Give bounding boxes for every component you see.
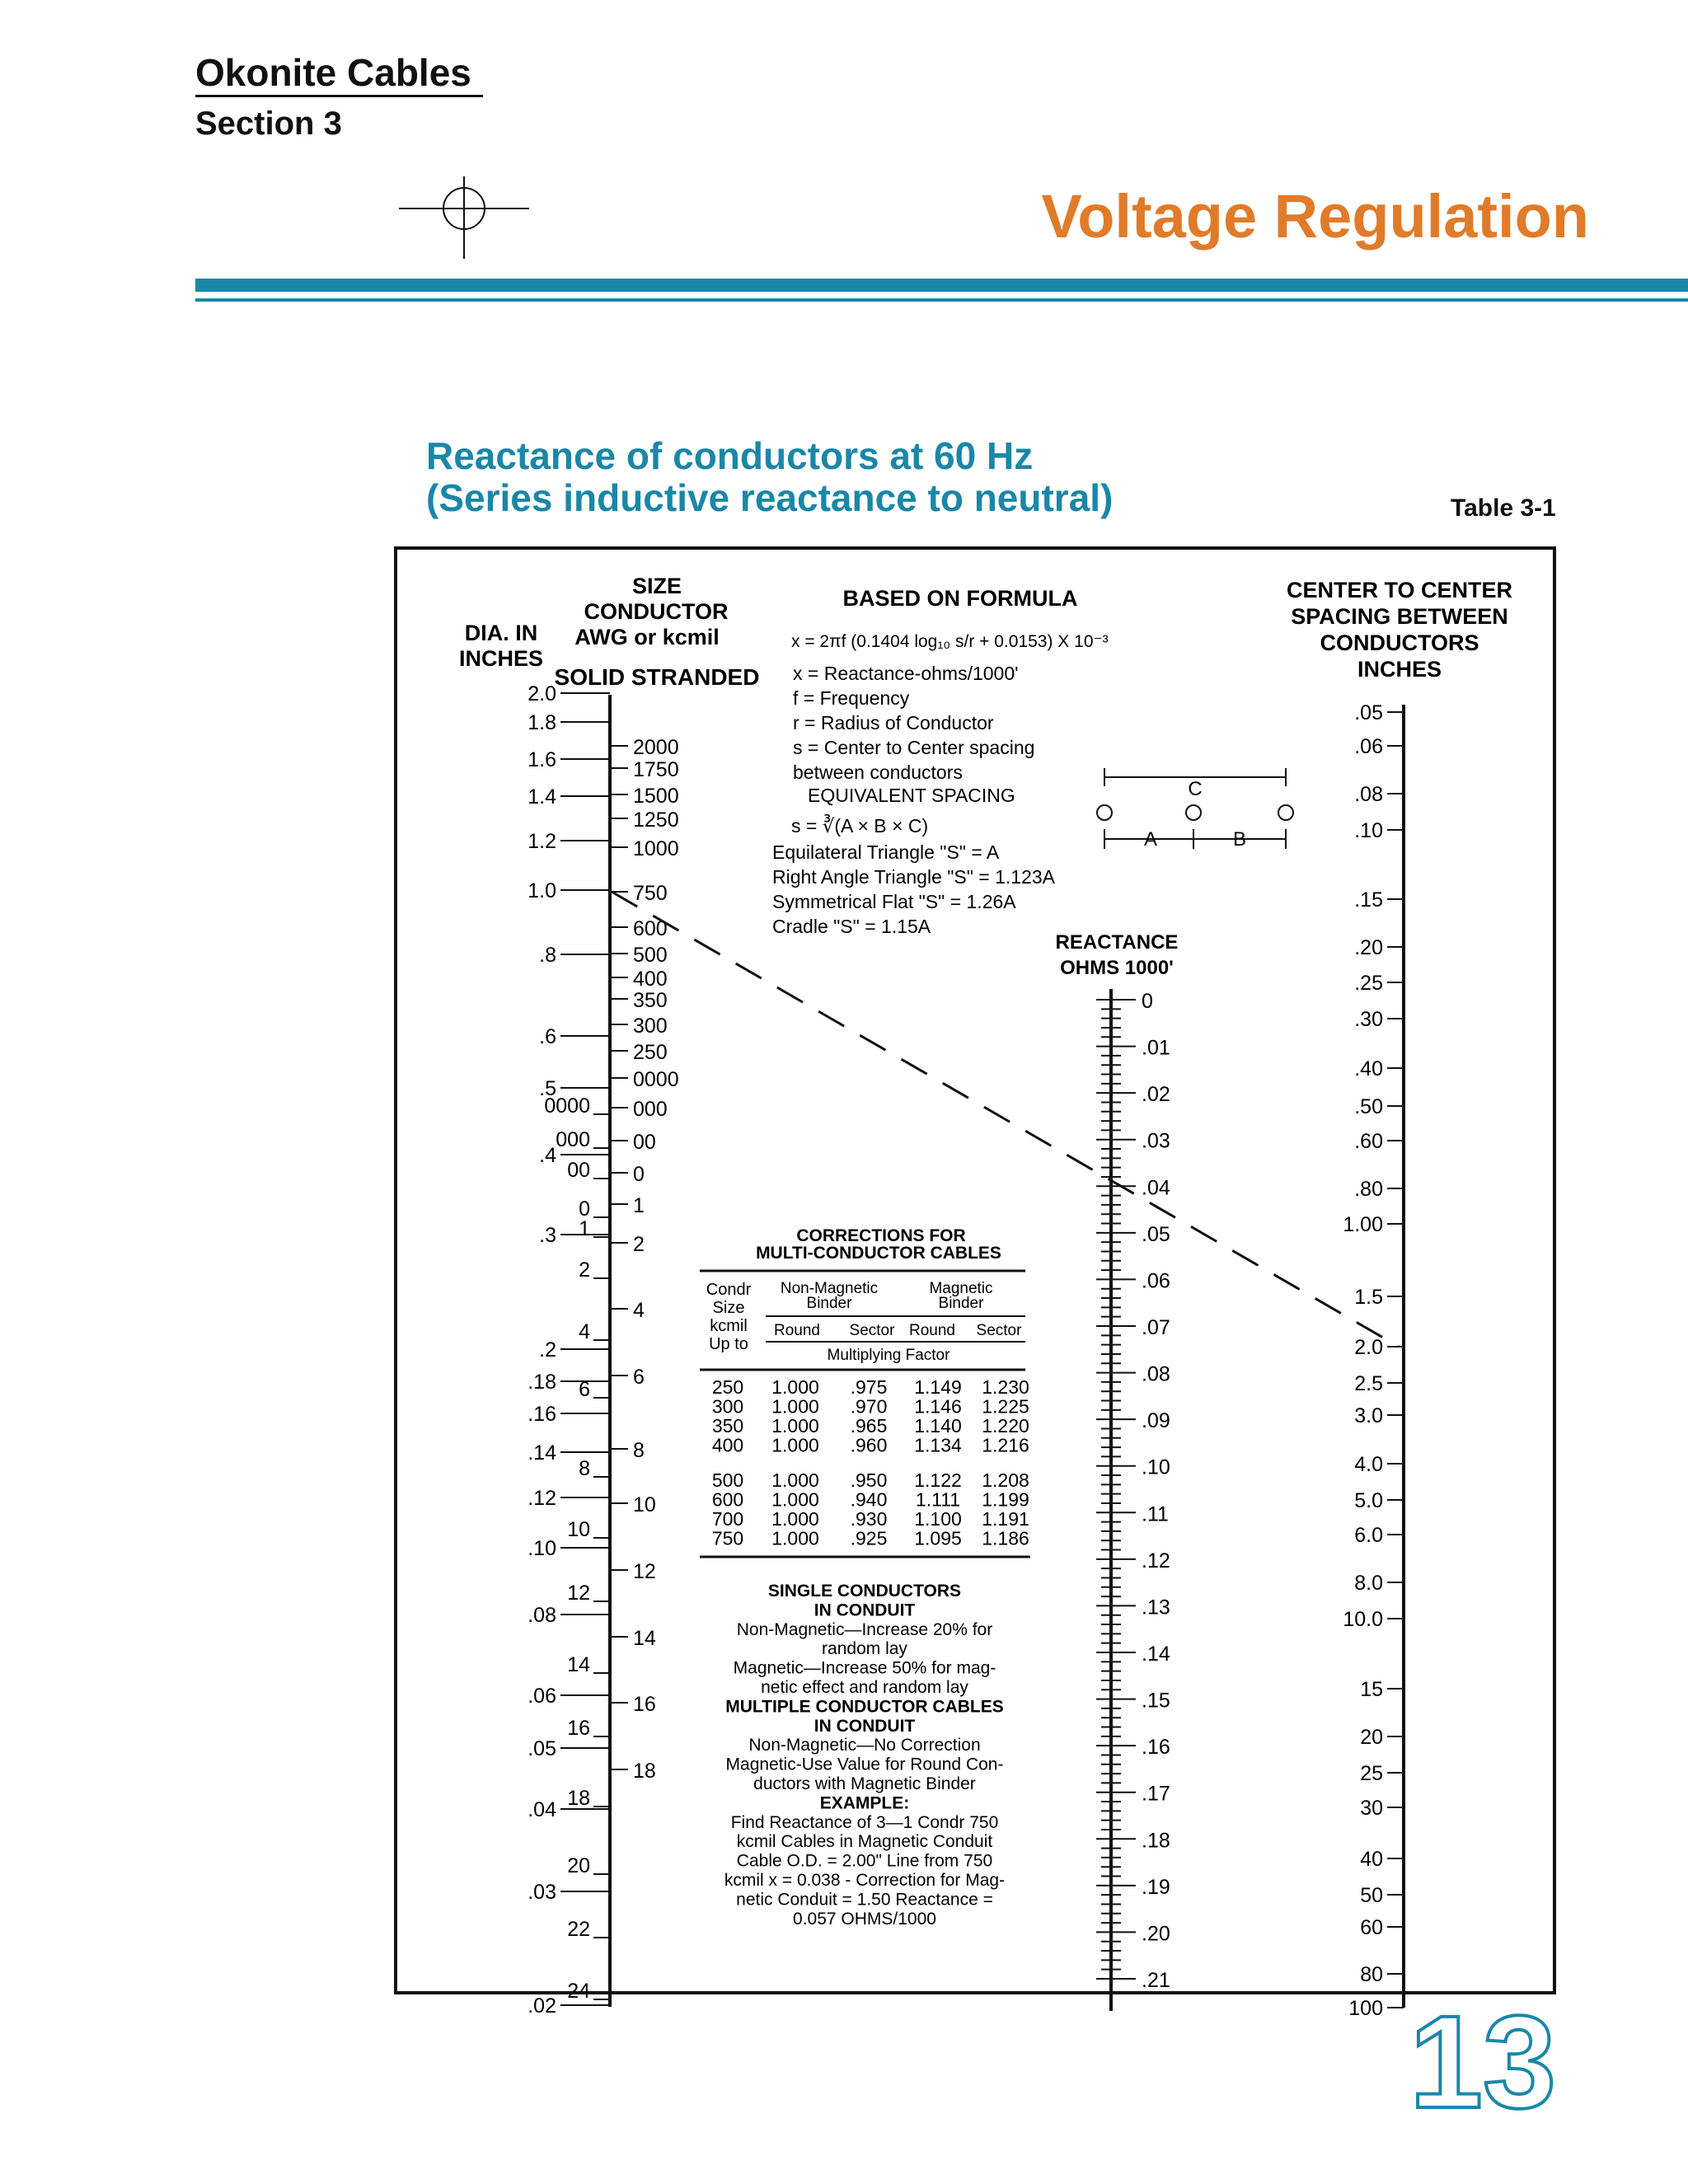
table-cell: .950	[850, 1469, 888, 1491]
diameter-tick-label: .12	[528, 1487, 556, 1510]
stranded-size-label: 0	[633, 1163, 645, 1186]
spacing-tick-label: .20	[1354, 936, 1383, 959]
spacing-header-line: CENTER TO CENTER	[1286, 578, 1513, 602]
diameter-tick-label: .02	[528, 1994, 556, 2018]
spacing-tick-label: .25	[1354, 972, 1383, 995]
diameter-tick-label: .06	[528, 1685, 556, 1708]
formula-definition: f = Frequency	[793, 687, 910, 709]
formula-definition: s = Center to Center spacing	[793, 737, 1035, 758]
table-cell: 1.000	[771, 1508, 819, 1530]
conduit-note-line: IN CONDUIT	[814, 1716, 916, 1736]
solid-size-label: 6	[579, 1378, 590, 1401]
formula-definition: r = Radius of Conductor	[793, 712, 994, 733]
stranded-size-label: 10	[633, 1493, 656, 1516]
spacing-tick-label: .08	[1354, 783, 1383, 806]
stranded-size-label: 14	[633, 1627, 656, 1650]
reactance-tick-label: .05	[1142, 1222, 1170, 1246]
stranded-size-label: 4	[633, 1299, 645, 1322]
spacing-tick-label: .10	[1354, 819, 1383, 842]
solid-size-label: 0	[579, 1197, 590, 1221]
table-cell: 750	[711, 1527, 744, 1549]
reactance-tick-label: .06	[1142, 1269, 1170, 1293]
crosshair-mark	[396, 175, 532, 262]
table-col-header: Up to	[709, 1335, 748, 1353]
conduit-note-line: IN CONDUIT	[814, 1601, 916, 1620]
table-cell: 350	[711, 1415, 744, 1436]
reactance-tick-label: .10	[1142, 1455, 1170, 1479]
table-cell: 1.122	[914, 1469, 962, 1491]
stranded-size-label: 1000	[633, 837, 679, 860]
stranded-size-label: 2	[633, 1233, 645, 1256]
table-cell: .925	[850, 1527, 888, 1549]
spacing-tick-label: 2.0	[1354, 1336, 1383, 1359]
table-cell: 1.149	[914, 1376, 962, 1398]
table-cell: 600	[711, 1488, 744, 1511]
formula-definition: x = Reactance-ohms/1000'	[793, 663, 1019, 684]
reactance-tick-label: .03	[1142, 1129, 1170, 1153]
spacing-tick-label: 1.5	[1354, 1286, 1383, 1309]
stranded-size-label: 8	[633, 1439, 645, 1462]
spacing-label-b: B	[1232, 828, 1247, 851]
table-cell: 1.100	[914, 1508, 962, 1530]
stranded-size-label: 1250	[633, 808, 679, 832]
spacing-tick-label: 15	[1360, 1678, 1383, 1701]
table-cell: 1.095	[914, 1527, 962, 1549]
conduit-note-line: SINGLE CONDUCTORS	[767, 1582, 962, 1601]
equivalent-spacing-heading: EQUIVALENT SPACING	[808, 785, 1015, 806]
diameter-tick-label: .6	[539, 1025, 556, 1048]
table-cell: 1.191	[982, 1508, 1029, 1530]
conductor-circle	[1097, 805, 1112, 820]
table-cell: .960	[850, 1434, 888, 1456]
stranded-size-label: 300	[633, 1015, 668, 1038]
spacing-tick-label: 5.0	[1354, 1489, 1383, 1512]
spacing-tick-label: 6.0	[1354, 1524, 1383, 1547]
stranded-size-label: 12	[633, 1560, 656, 1583]
table-cell: 1.146	[914, 1395, 962, 1418]
table-cell: 1.000	[771, 1469, 819, 1491]
reactance-nomogram	[394, 546, 1556, 2020]
reactance-tick-label: .16	[1142, 1736, 1170, 1760]
corrections-heading: CORRECTIONS FOR	[796, 1226, 966, 1245]
spacing-tick-label: .40	[1354, 1057, 1383, 1080]
conduit-note-line: EXAMPLE:	[819, 1793, 910, 1813]
solid-size-label: 12	[567, 1582, 590, 1605]
corrections-heading: MULTI-CONDUCTOR CABLES	[756, 1244, 1001, 1263]
formula-heading: BASED ON FORMULA	[842, 586, 1078, 611]
solid-size-label: 10	[567, 1518, 590, 1541]
spacing-tick-label: 100	[1348, 1997, 1383, 2020]
solid-size-label: 0000	[544, 1094, 590, 1118]
spacing-label-c: C	[1188, 778, 1203, 800]
stranded-size-label: 1750	[633, 758, 679, 781]
spacing-tick-label: .60	[1354, 1130, 1383, 1153]
conduit-note-line: Find Reactance of 3—1 Condr 750	[730, 1812, 999, 1832]
stranded-size-label: 6	[633, 1366, 645, 1389]
reactance-tick-label: .11	[1142, 1502, 1169, 1526]
reactance-tick-label: .12	[1142, 1549, 1170, 1572]
spacing-tick-label: 25	[1360, 1762, 1383, 1785]
table-cell: 1.220	[982, 1415, 1029, 1436]
diameter-tick-label: 1.8	[528, 711, 556, 734]
reactance-tick-label: .17	[1142, 1782, 1170, 1806]
conduit-note-line: kcmil x = 0.038 - Correction for Mag-	[724, 1871, 1006, 1890]
reactance-tick-label: .07	[1142, 1316, 1170, 1339]
size-header-solid-stranded: SOLID STRANDED	[554, 664, 760, 690]
table-cell: .965	[850, 1415, 888, 1436]
spacing-tick-label: 8.0	[1354, 1572, 1383, 1595]
diameter-tick-label: .4	[539, 1144, 556, 1167]
reactance-tick-label: .19	[1142, 1875, 1170, 1899]
spacing-case: Symmetrical Flat "S" = 1.26A	[772, 891, 1016, 912]
reactance-tick-label: .14	[1142, 1643, 1170, 1666]
figure-title-line1: Reactance of conductors at 60 Hz	[426, 434, 1034, 477]
conduit-note-line: Non-Magnetic—Increase 20% for	[736, 1619, 993, 1639]
stranded-size-label: 1500	[633, 785, 679, 808]
section-label: Section 3	[195, 105, 342, 142]
conduit-note-line: Non-Magnetic—No Correction	[748, 1736, 981, 1755]
stranded-size-label: 16	[633, 1693, 656, 1716]
diameter-tick-label: .5	[539, 1077, 556, 1100]
table-cell: 1.000	[771, 1395, 819, 1418]
table-cell: 1.140	[914, 1415, 962, 1436]
stranded-size-label: 00	[633, 1131, 656, 1154]
solid-size-label: 4	[579, 1320, 590, 1343]
diameter-tick-label: 1.0	[528, 879, 556, 902]
solid-size-label: 20	[567, 1854, 590, 1877]
reactance-tick-label: .15	[1142, 1689, 1170, 1713]
figure-title	[426, 435, 1113, 518]
reactance-tick-label: .20	[1142, 1922, 1170, 1946]
spacing-tick-label: 10.0	[1343, 1608, 1383, 1631]
diameter-tick-label: .16	[528, 1403, 556, 1426]
solid-size-label: 1	[579, 1217, 590, 1240]
spacing-tick-label: 4.0	[1354, 1453, 1383, 1476]
solid-size-label: 14	[567, 1653, 590, 1676]
table-sub-header: Sector	[976, 1322, 1022, 1339]
formula-equation: x = 2πf (0.1404 log₁₀ s/r + 0.0153) X 10⁻³	[791, 632, 1109, 651]
solid-size-label: 000	[556, 1128, 590, 1151]
stranded-size-label: 0000	[633, 1068, 679, 1091]
reactance-tick-label: .13	[1142, 1596, 1170, 1619]
brand-title: Okonite Cables	[195, 51, 483, 97]
figure-title-line2: (Series inductive reactance to neutral)	[426, 476, 1114, 519]
table-factor-label: Multiplying Factor	[827, 1347, 950, 1364]
spacing-case: Right Angle Triangle "S" = 1.123A	[772, 866, 1056, 888]
table-cell: 700	[711, 1508, 744, 1530]
table-cell: 1.225	[982, 1395, 1029, 1418]
size-header-line: SIZE	[631, 574, 682, 598]
example-dashed-line	[612, 892, 1399, 1347]
spacing-tick-label: 80	[1360, 1963, 1383, 1986]
solid-size-label: 00	[567, 1159, 590, 1182]
table-cell: 1.000	[771, 1376, 819, 1398]
reactance-header-line: REACTANCE	[1055, 931, 1179, 954]
diameter-tick-label: 2.0	[528, 682, 556, 705]
table-cell: .975	[850, 1376, 888, 1398]
diameter-tick-label: 1.4	[528, 785, 556, 808]
diameter-tick-label: 1.2	[528, 830, 556, 853]
spacing-case: Cradle "S" = 1.15A	[772, 916, 931, 937]
spacing-tick-label: 1.00	[1343, 1213, 1383, 1236]
solid-size-label: 22	[567, 1918, 590, 1941]
stranded-size-label: 1	[633, 1194, 645, 1217]
spacing-tick-label: .80	[1354, 1178, 1383, 1201]
spacing-tick-label: 50	[1360, 1884, 1383, 1907]
table-cell: 1.000	[771, 1434, 819, 1456]
table-cell: 1.208	[982, 1469, 1029, 1491]
conduit-note-line: ductors with Magnetic Binder	[753, 1774, 976, 1793]
table-cell: 1.216	[982, 1434, 1029, 1456]
table-col-header: Size	[712, 1299, 745, 1317]
table-cell: 1.000	[771, 1415, 819, 1436]
header-rule-thick	[195, 279, 1688, 292]
conduit-note-line: 0.057 OHMS/1000	[793, 1909, 936, 1929]
reactance-tick-label: .18	[1142, 1829, 1170, 1853]
dia-header-line: DIA. IN	[464, 621, 538, 645]
spacing-tick-label: 40	[1360, 1848, 1383, 1871]
table-group-header: Non-Magnetic	[780, 1280, 879, 1297]
spacing-tick-label: .06	[1354, 735, 1383, 758]
diameter-tick-label: .2	[539, 1338, 556, 1361]
table-cell: .930	[850, 1508, 888, 1530]
table-cell: 1.000	[771, 1527, 819, 1549]
reactance-tick-label: .21	[1142, 1969, 1170, 1992]
spacing-tick-label: .50	[1354, 1095, 1383, 1118]
diameter-tick-label: .08	[528, 1604, 556, 1627]
stranded-size-label: 350	[633, 989, 668, 1012]
conductor-circle	[1186, 805, 1201, 820]
conduit-note-line: netic Conduit = 1.50 Reactance =	[736, 1890, 993, 1910]
diameter-tick-label: .04	[528, 1798, 556, 1821]
table-cell: 1.000	[771, 1488, 819, 1511]
header-rule-thin	[195, 298, 1688, 302]
spacing-header-line: CONDUCTORS	[1320, 630, 1479, 655]
diameter-tick-label: .03	[528, 1881, 556, 1904]
conduit-note-line: netic effect and random lay	[761, 1678, 968, 1697]
reactance-tick-label: .09	[1142, 1409, 1170, 1433]
table-reference: Table 3-1	[1451, 494, 1556, 522]
conduit-note-line: Magnetic—Increase 50% for mag-	[733, 1658, 996, 1678]
table-cell: 300	[711, 1395, 744, 1418]
reactance-header-line: OHMS 1000'	[1060, 957, 1174, 979]
reactance-tick-label: .01	[1142, 1036, 1170, 1060]
equivalent-spacing-formula: s = ∛(A × B × C)	[791, 815, 929, 837]
spacing-tick-label: .15	[1354, 888, 1383, 912]
stranded-size-label: 000	[633, 1098, 668, 1121]
table-cell: .940	[850, 1488, 888, 1511]
solid-size-label: 18	[567, 1787, 590, 1810]
table-cell: 1.230	[982, 1376, 1029, 1398]
reactance-tick-label: .04	[1142, 1176, 1170, 1200]
solid-size-label: 2	[579, 1258, 590, 1282]
table-col-header: Condr	[706, 1281, 752, 1299]
nomogram-canvas	[397, 550, 1553, 2020]
spacing-tick-label: .05	[1354, 701, 1383, 724]
conduit-note-line: MULTIPLE CONDUCTOR CABLES	[725, 1697, 1004, 1717]
solid-size-label: 16	[567, 1717, 590, 1740]
reactance-tick-label: .08	[1142, 1362, 1170, 1386]
stranded-size-label: 600	[633, 917, 668, 940]
conduit-note-line: Magnetic-Use Value for Round Con-	[725, 1755, 1004, 1774]
diameter-tick-label: .3	[539, 1224, 556, 1247]
stranded-size-label: 18	[633, 1760, 656, 1783]
stranded-size-label: 400	[633, 968, 668, 991]
reactance-tick-label: .02	[1142, 1083, 1170, 1107]
table-group-header: Binder	[938, 1295, 984, 1312]
table-cell: 500	[711, 1469, 744, 1491]
dia-header-line: INCHES	[458, 646, 544, 671]
table-cell: 1.186	[982, 1527, 1029, 1549]
table-col-header: kcmil	[710, 1317, 748, 1335]
diameter-tick-label: .8	[539, 944, 556, 967]
conductor-circle	[1278, 805, 1293, 820]
conduit-note-line: random lay	[822, 1639, 907, 1659]
table-cell: 1.134	[914, 1434, 962, 1456]
conduit-note-line: Cable O.D. = 2.00" Line from 750	[736, 1851, 993, 1871]
spacing-tick-label: 3.0	[1354, 1404, 1383, 1427]
size-header-line: CONDUCTOR	[584, 599, 729, 624]
diameter-tick-label: .18	[528, 1371, 556, 1394]
table-sub-header: Round	[909, 1322, 955, 1339]
diameter-tick-label: .05	[528, 1737, 556, 1760]
table-cell: 250	[711, 1376, 744, 1398]
table-cell: 400	[711, 1434, 744, 1456]
solid-size-label: 24	[567, 1980, 590, 2003]
size-header-line: AWG or kcmil	[574, 625, 720, 649]
table-cell: 1.199	[982, 1488, 1029, 1511]
table-sub-header: Sector	[849, 1322, 895, 1339]
spacing-label-a: A	[1143, 828, 1158, 851]
stranded-size-label: 2000	[633, 736, 679, 759]
spacing-tick-label: 30	[1360, 1797, 1383, 1820]
diameter-tick-label: 1.6	[528, 748, 556, 771]
reactance-tick-label: 0	[1142, 990, 1153, 1013]
spacing-header-line: INCHES	[1357, 657, 1442, 682]
table-cell: .970	[850, 1395, 888, 1418]
table-group-header: Binder	[806, 1295, 852, 1312]
stranded-size-label: 500	[633, 944, 668, 967]
diameter-tick-label: .10	[528, 1537, 556, 1560]
conduit-note-line: kcmil Cables in Magnetic Conduit	[736, 1832, 993, 1852]
table-sub-header: Round	[774, 1322, 820, 1339]
spacing-tick-label: 2.5	[1354, 1372, 1383, 1395]
table-group-header: Magnetic	[929, 1280, 993, 1297]
spacing-header-line: SPACING BETWEEN	[1291, 604, 1508, 629]
spacing-tick-label: 20	[1360, 1726, 1383, 1749]
solid-size-label: 8	[579, 1457, 590, 1480]
spacing-case: Equilateral Triangle "S" = A	[772, 841, 1000, 863]
spacing-tick-label: .30	[1354, 1008, 1383, 1031]
stranded-size-label: 250	[633, 1041, 668, 1064]
formula-definition: between conductors	[793, 762, 963, 783]
page-number: 13	[1409, 1988, 1556, 2135]
spacing-tick-label: 60	[1360, 1916, 1383, 1939]
table-cell: 1.111	[915, 1488, 961, 1511]
stranded-size-label: 750	[633, 882, 668, 905]
page-title: Voltage Regulation	[1041, 182, 1589, 251]
diameter-tick-label: .14	[528, 1441, 556, 1465]
